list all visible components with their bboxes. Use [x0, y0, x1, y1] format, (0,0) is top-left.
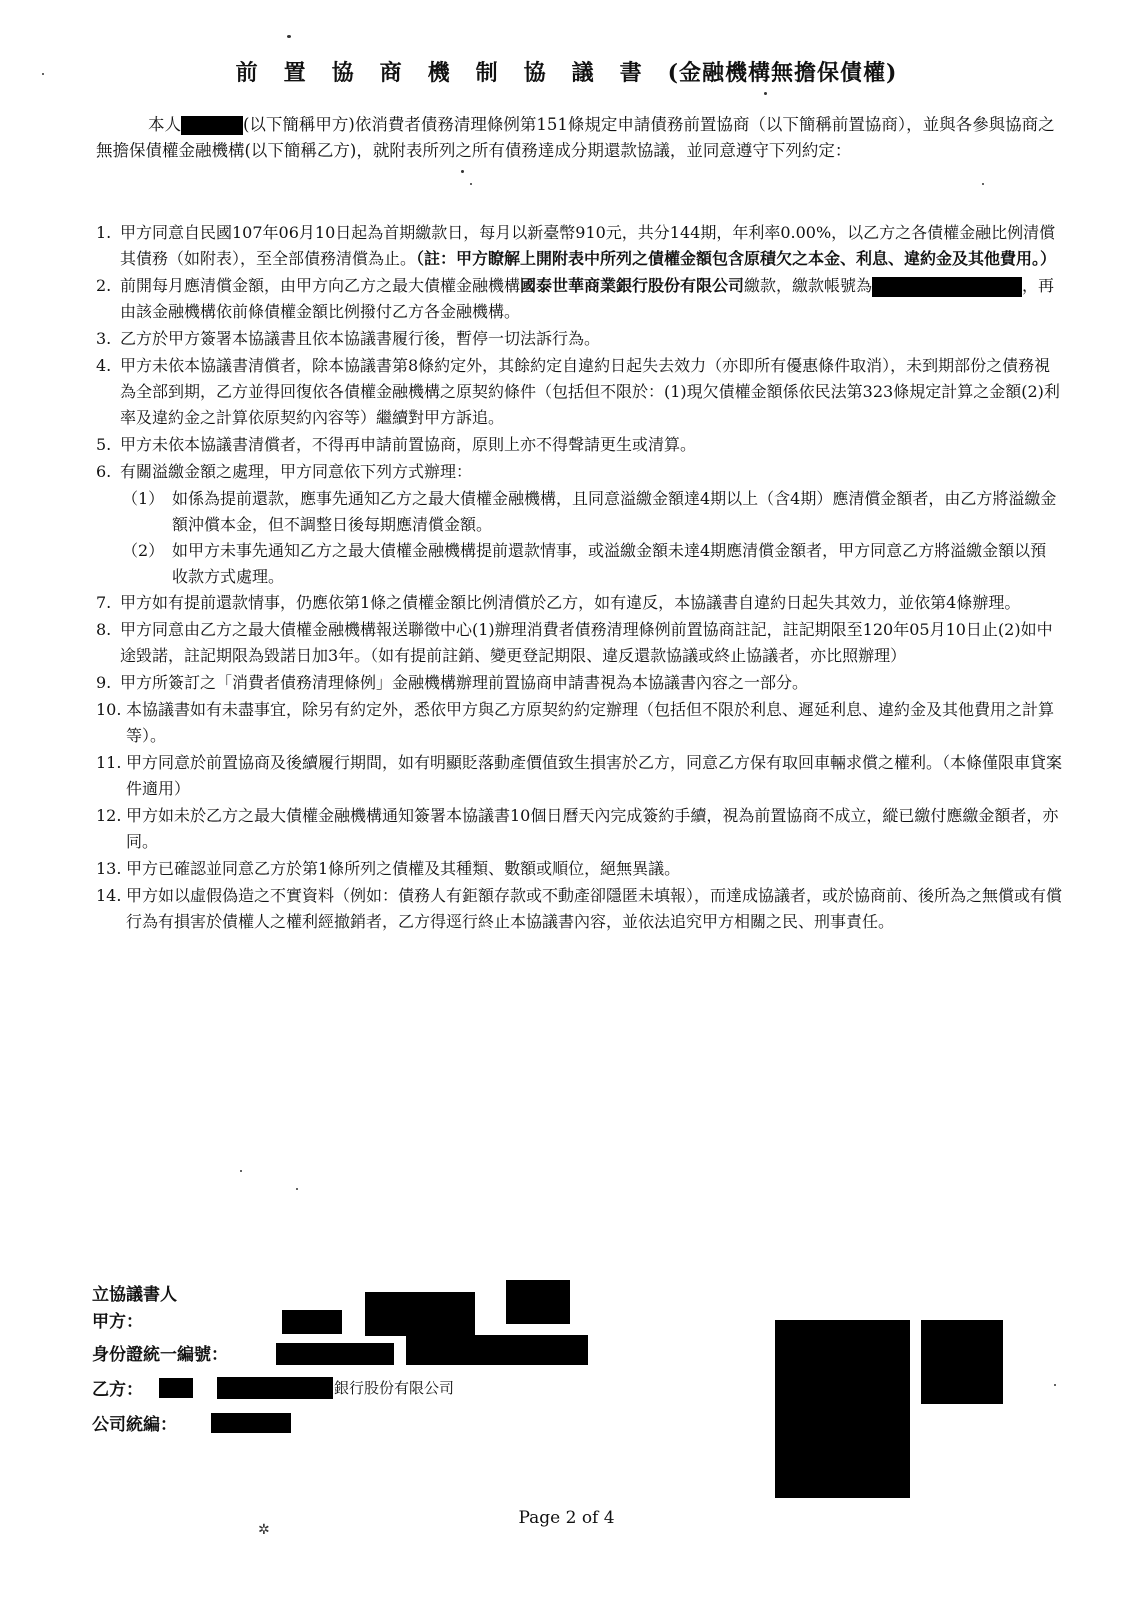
- clause-11: [96, 750, 1062, 802]
- clause-2: [96, 273, 1062, 325]
- clause-text: ，再由該金融機構依前條債權金額比例撥付乙方各金融機構。: [120, 276, 1055, 321]
- clause-6-item-1: [96, 486, 1062, 538]
- scan-speck: [296, 1188, 298, 1190]
- document-title: [0, 56, 1133, 87]
- scan-speck: [42, 73, 44, 75]
- party-b-bank-suffix: 銀行股份有限公司: [334, 1379, 455, 1397]
- subitem-text: 如甲方未事先通知乙方之最大債權金融機構提前還款情事，或溢繳金額未達4期應清償金額者，甲方同意乙方將溢繳金額以預收款方式處理。: [172, 541, 1047, 586]
- clause-number: 6.: [96, 462, 112, 481]
- redacted-bank-seal-small: [921, 1320, 1003, 1404]
- scan-speck: [764, 92, 767, 95]
- clause-number: 5.: [96, 435, 112, 454]
- clause-text: 本協議書如有未盡事宜，除另有約定外，悉依甲方與乙方原契約約定辦理（包括但不限於利息、遲延利息、違約金及其他費用之計算等）。: [126, 700, 1055, 745]
- party-b-label: 乙方：: [92, 1380, 143, 1400]
- redacted-party-a: [282, 1310, 342, 1334]
- clause-list: [96, 220, 1062, 936]
- title-subtitle: (金融機構無擔保債權): [667, 60, 898, 86]
- redacted-name: [181, 116, 243, 135]
- page-number: Page 2 of 4: [518, 1508, 615, 1528]
- redacted-bank-name: [217, 1377, 333, 1399]
- redacted-company-id: [211, 1413, 291, 1433]
- clause-10: [96, 697, 1062, 749]
- subitem-text: 如係為提前還款，應事先通知乙方之最大債權金融機構，且同意溢繳金額達4期以上（含4期）應清償金額者，由乙方將溢繳金額沖償本金，但不調整日後每期應清償金額。: [172, 489, 1057, 534]
- clause-text: 甲方如未於乙方之最大債權金融機構通知簽署本協議書10個日曆天內完成簽約手續，視為前置協商不成立，縱已繳付應繳金額者，亦同。: [126, 806, 1059, 851]
- redacted-bank-seal: [775, 1320, 910, 1498]
- scan-speck: [240, 1170, 242, 1172]
- clause-5: [96, 432, 1062, 458]
- scan-mark-icon: ✲: [258, 1522, 270, 1538]
- clause-text: 甲方同意由乙方之最大債權金融機構報送聯徵中心(1)辦理消費者債務清理條例前置協商註記，註記期限至120年05月10日止(2)如中途毀諾，註記期限為毀諾日加3年。（如有提前註銷、變更登記期限、違反還款協議或終止協議者，亦比照辦理）: [120, 620, 1053, 665]
- id-number-label: 身份證統一編號：: [92, 1345, 228, 1365]
- title-main: 前置協商機制協議書: [235, 60, 668, 86]
- clause-text: 甲方如有提前還款情事，仍應依第1條之債權金額比例清償於乙方，如有違反，本協議書自違約日起失其效力，並依第4條辦理。: [120, 593, 1021, 612]
- clause-1: [96, 220, 1062, 272]
- redacted-party-b: [159, 1378, 193, 1398]
- clause-14: [96, 883, 1062, 935]
- clause-text: 前開每月應清償金額，由甲方向乙方之最大債權金融機構: [120, 276, 521, 295]
- clause-3: [96, 326, 1062, 352]
- clause-8: [96, 617, 1062, 669]
- clause-text: 甲方未依本協議書清償者，不得再申請前置協商，原則上亦不得聲請更生或清算。: [120, 435, 697, 454]
- scan-speck: [470, 183, 472, 185]
- intro-text: (以下簡稱甲方)依消費者債務清理條例第151條規定申請債務前置協商（以下簡稱前置協商），並與各參與協商之無擔保債權金融機構(以下簡稱乙方)，就附表所列之所有債務達成分期還款協議，並同意遵守下列約定：: [96, 115, 1055, 160]
- clause-4: [96, 353, 1062, 431]
- clause-text: 甲方如以虛假偽造之不實資料（例如：債務人有鉅額存款或不動產卻隱匿未填報），而達成協議者，或於協商前、後所為之無償或有償行為有損害於債權人之權利經撤銷者，乙方得逕行終止本協議書內容，並依法追究甲方相關之民、刑事責任。: [126, 886, 1063, 931]
- clause-text: 甲方同意自民國107年06月10日起為首期繳款日，每月以新臺幣910元，共分144期，年利率0.00%，以乙方之各債權金融比例清償其債務（如附表），至全部債務清償為止。: [120, 223, 1056, 268]
- clause-text: 甲方未依本協議書清償者，除本協議書第8條約定外，其餘約定自違約日起失去效力（亦即所有優惠條件取消），未到期部份之債務視為全部到期，乙方並得回復依各債權金融機構之原契約條件（包括但不限於：(1)現欠債權金額係依民法第323條規定計算之金額(2)利率及違約金之計算依原契約內容等）繼續對甲方訴追。: [120, 356, 1060, 427]
- clause-text: 繳款，繳款帳號為: [744, 276, 873, 295]
- intro-lead: 本人: [148, 115, 181, 134]
- redacted-signature: [365, 1292, 475, 1336]
- clause-12: [96, 803, 1062, 855]
- clause-text: 甲方同意於前置協商及後續履行期間，如有明顯貶落動產價值致生損害於乙方，同意乙方保有取回車輛求償之權利。（本條僅限車貸案件適用）: [126, 753, 1063, 798]
- clause-number: 4.: [96, 356, 112, 375]
- clause-number: 13.: [96, 859, 122, 878]
- party-a-label: 甲方：: [92, 1312, 143, 1332]
- redacted-id-number: [276, 1343, 394, 1365]
- subitem-number: （2）: [122, 541, 165, 560]
- clause-number: 14.: [96, 886, 122, 905]
- clause-13: [96, 856, 1062, 882]
- clause-text: 有關溢繳金額之處理，甲方同意依下列方式辦理：: [120, 462, 473, 481]
- scan-speck: [287, 35, 291, 38]
- clause-number: 8.: [96, 620, 112, 639]
- clause-note: （註：甲方瞭解上開附表中所列之債權金額包含原積欠之本金、利息、違約金及其他費用。）: [416, 249, 1057, 268]
- clause-text: 甲方所簽訂之「消費者債務清理條例」金融機構辦理前置協商申請書視為本協議書內容之一部分。: [120, 673, 809, 692]
- redacted-id-number-2: [406, 1335, 588, 1365]
- clause-number: 3.: [96, 329, 112, 348]
- clause-7: [96, 590, 1062, 616]
- clause-9: [96, 670, 1062, 696]
- redacted-seal: [506, 1280, 570, 1324]
- clause-6-item-2: [96, 538, 1062, 590]
- bank-name: 國泰世華商業銀行股份有限公司: [520, 276, 745, 295]
- clause-number: 12.: [96, 806, 122, 825]
- clause-number: 10.: [96, 700, 122, 719]
- clause-number: 2.: [96, 276, 112, 295]
- clause-number: 1.: [96, 223, 112, 242]
- company-id-label: 公司統編：: [92, 1415, 177, 1435]
- signatory-heading: 立協議書人: [92, 1285, 177, 1305]
- clause-6: [96, 459, 1062, 485]
- clause-text: 甲方已確認並同意乙方於第1條所列之債權及其種類、數額或順位，絕無異議。: [126, 859, 681, 878]
- clause-text: 乙方於甲方簽署本協議書且依本協議書履行後，暫停一切法訴行為。: [120, 329, 601, 348]
- subitem-number: （1）: [122, 489, 165, 508]
- scan-speck: [461, 170, 464, 173]
- clause-number: 11.: [96, 753, 122, 772]
- clause-number: 9.: [96, 673, 112, 692]
- clause-number: 7.: [96, 593, 112, 612]
- scan-speck: [982, 183, 984, 185]
- intro-paragraph: [96, 112, 1056, 164]
- scan-speck: [1054, 1384, 1056, 1386]
- redacted-account: [872, 277, 1022, 297]
